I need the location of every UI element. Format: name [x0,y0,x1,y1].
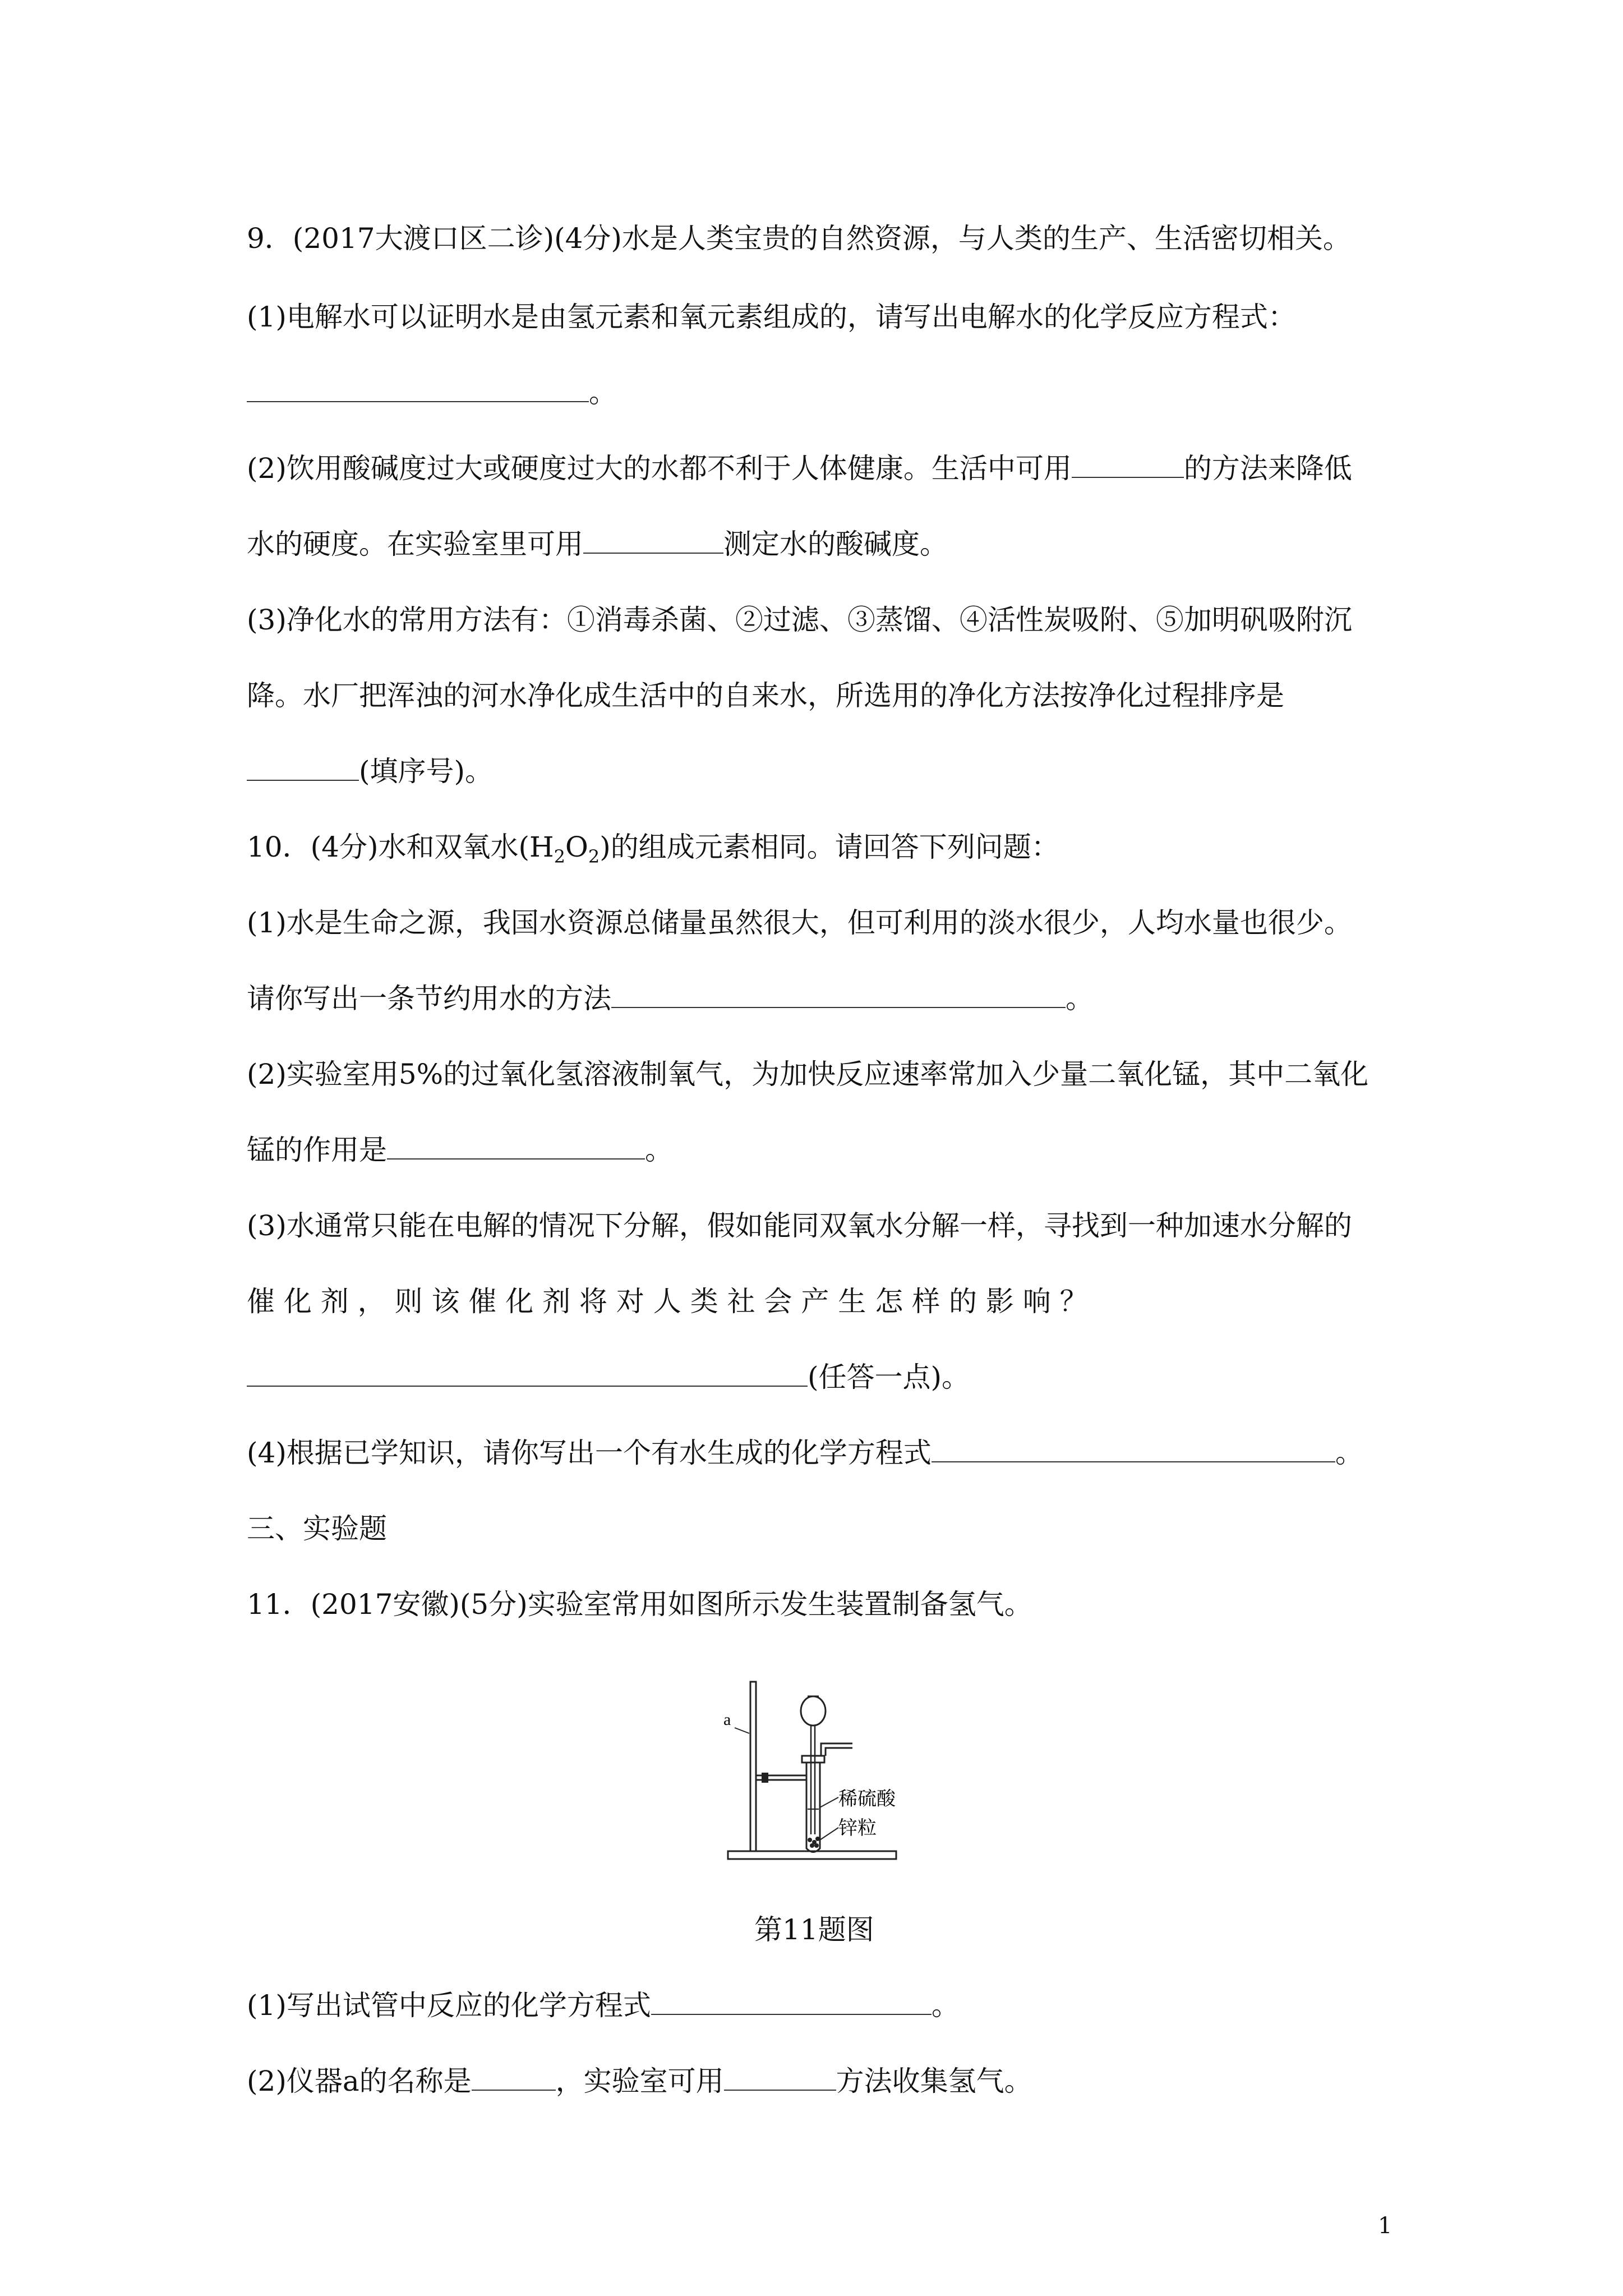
q10-part2-line2: 锰的作用是 。 [247,1134,673,1166]
answer-blank[interactable] [1072,452,1184,478]
apparatus-figure [718,1677,959,1868]
figure-label-zinc: 锌粒 [838,1817,877,1839]
answer-blank[interactable] [651,1989,932,2015]
q10-title: 10．(4分)水和双氧水$(H_2O_2)$的组成元素相同。请回答下列问题： [247,831,1059,867]
answer-blank[interactable] [387,1134,645,1159]
q10-part3-line3: (任答一点)。 [247,1360,970,1394]
q11-part1: (1)写出试管中反应的化学方程式 。 [247,1989,960,2022]
q9-title: 9．(2017大渡口区二诊)(4分)水是人类宝贵的自然资源，与人类的生产、生活密切相关。 [247,222,1351,255]
q9-part1-answer: 。 [247,376,617,409]
answer-blank[interactable] [247,1361,808,1387]
q9-part2-line2: 水的硬度。在实验室里可用 测定水的酸碱度。 [247,528,948,560]
q10-part1-line2: 请你写出一条节约用水的方法 。 [247,982,1094,1015]
answer-blank[interactable] [247,755,359,781]
page-number: 1 [1378,2213,1393,2239]
q10-part1-line1: (1)水是生命之源，我国水资源总储量虽然很大，但可利用的淡水很少，人均水量也很少。 [247,907,1352,939]
answer-blank[interactable] [611,982,1066,1008]
answer-blank[interactable] [472,2065,556,2091]
q9-part3-line3: (填序号)。 [247,754,493,788]
section-heading: 三、实验题 [247,1512,387,1545]
q9-part1: (1)电解水可以证明水是由氢元素和氧元素组成的，请写出电解水的化学反应方程式： [247,301,1296,333]
q9-part3-line2: 降。水厂把浑浊的河水净化成生活中的自来水，所选用的净化方法按净化过程排序是 [247,679,1284,712]
q10-part4: (4)根据已学知识，请你写出一个有水生成的化学方程式 。 [247,1437,1363,1469]
hydrogen-generator-diagram [718,1677,959,1868]
answer-blank[interactable] [247,376,589,402]
answer-blank[interactable] [932,1437,1335,1462]
q10-part3-line2: 催 化 剂 ， 则 该 催 化 剂 将 对 人 类 社 会 产 生 怎 样 的 影 响 ？ [247,1285,1088,1318]
figure-label-acid: 稀硫酸 [838,1788,896,1810]
q11-title: 11．(2017安徽)(5分)实验室常用如图所示发生装置制备氢气。 [247,1588,1032,1621]
q9-part3-line1: (3)净化水的常用方法有：①消毒杀菌、②过滤、③蒸馏、④活性炭吸附、⑤加明矾吸附沉 [247,604,1352,636]
q10-part3-line1: (3)水通常只能在电解的情况下分解，假如能同双氧水分解一样，寻找到一种加速水分解的 [247,1209,1352,1242]
q11-part2: (2)仪器a的名称是 ，实验室可用 方法收集氢气。 [247,2065,1032,2097]
answer-blank[interactable] [724,2065,836,2091]
q9-part2-line1: (2)饮用酸碱度过大或硬度过大的水都不利于人体健康。生活中可用 的方法来降低 [247,452,1352,485]
figure-caption: 第11题图 [754,1913,874,1946]
figure-label-a: a [723,1710,731,1729]
answer-blank[interactable] [583,528,723,554]
q10-part2-line1: (2)实验室用5%的过氧化氢溶液制氧气，为加快反应速率常加入少量二氧化锰，其中二氧化 [247,1058,1369,1091]
